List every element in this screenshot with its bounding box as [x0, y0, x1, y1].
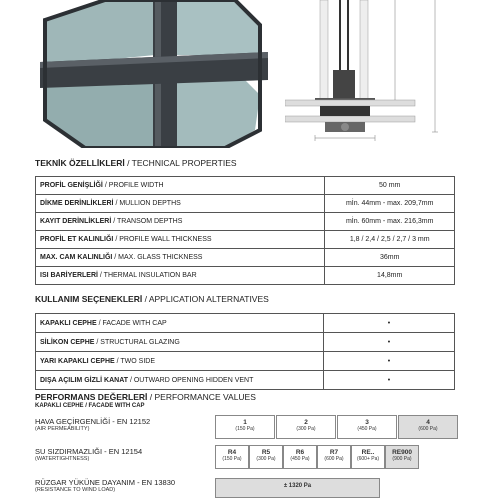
application-row-value: • [324, 371, 455, 390]
property-row-label: KAYIT DERİNLİKLERİ / TRANSOM DEPTHS [36, 213, 325, 231]
wind-load-value: ± 1320 Pa [215, 478, 380, 498]
class-box: R5 (300 Pa) [249, 445, 283, 469]
class-box: R6 (450 Pa) [283, 445, 317, 469]
property-row-value: mİn. 44mm - max. 209,7mm [325, 195, 455, 213]
watertightness-label: SU SIZDIRMAZLIĞI - EN 12154 (WATERTIGHTNESS) [35, 447, 143, 462]
application-row [36, 314, 455, 333]
technical-properties-heading: TEKNİK ÖZELLİKLERİ / TECHNICAL PROPERTIES [35, 158, 237, 168]
class-box: 2 (300 Pa) [276, 415, 336, 439]
class-box: RE900 (900 Pa) [385, 445, 419, 469]
class-box: R7 (600 Pa) [317, 445, 351, 469]
property-row [36, 213, 455, 231]
property-row-label: PROFİL ET KALINLIĞI / PROFILE WALL THICKNESS [36, 231, 325, 249]
property-row-value: 14,8mm [325, 267, 455, 285]
property-row-label: PROFİL GENİŞLİĞİ / PROFILE WIDTH [36, 177, 325, 195]
facade-render-image [35, 0, 268, 148]
profile-section-drawing [285, 0, 475, 148]
class-box: 1 (150 Pa) [215, 415, 275, 439]
application-row-label: SİLİKON CEPHE / STRUCTURAL GLAZING [36, 333, 324, 352]
technical-properties-table [35, 176, 455, 285]
property-row-value: 50 mm [325, 177, 455, 195]
application-row-value: • [324, 352, 455, 371]
application-row [36, 333, 455, 352]
class-box: 4 (600 Pa) [398, 415, 458, 439]
performance-values-heading: PERFORMANS DEĞERLERİ / PERFORMANCE VALUES [35, 392, 256, 402]
application-alternatives-heading: KULLANIM SEÇENEKLERİ / APPLICATION ALTERNATIVES [35, 294, 269, 304]
property-row-label: MAX. CAM KALINLIĞI / MAX. GLASS THICKNESS [36, 249, 325, 267]
air-permeability-label: HAVA GEÇİRGENLİĞİ - EN 12152 (AIR PERMEABILITY) [35, 417, 151, 432]
application-row-label: DIŞA AÇILIM GİZLİ KANAT / OUTWARD OPENING HIDDEN VENT [36, 371, 324, 390]
property-row-value: mİn. 60mm - max. 216,3mm [325, 213, 455, 231]
property-row-label: DİKME DERİNLİKLERİ / MULLION DEPTHS [36, 195, 325, 213]
application-row-value: • [324, 333, 455, 352]
property-row-value: 36mm [325, 249, 455, 267]
property-row-value: 1,8 / 2,4 / 2,5 / 2,7 / 3 mm [325, 231, 455, 249]
application-row-label: YARI KAPAKLI CEPHE / TWO SIDE [36, 352, 324, 371]
application-row [36, 371, 455, 390]
property-row-label: ISI BARİYERLERİ / THERMAL INSULATION BAR [36, 267, 325, 285]
property-row [36, 231, 455, 249]
class-box: 3 (450 Pa) [337, 415, 397, 439]
performance-subheading: KAPAKLI CEPHE / FACADE WITH CAP [35, 403, 145, 409]
property-row [36, 267, 455, 285]
property-row [36, 195, 455, 213]
application-alternatives-table [35, 313, 455, 390]
class-box: RE.. (600+ Pa) [351, 445, 385, 469]
property-row [36, 249, 455, 267]
application-row [36, 352, 455, 371]
application-row-value: • [324, 314, 455, 333]
application-row-label: KAPAKLI CEPHE / FACADE WITH CAP [36, 314, 324, 333]
class-box: R4 (150 Pa) [215, 445, 249, 469]
wind-load-label: RÜZGAR YÜKÜNE DAYANIM - EN 13830 (RESISTANCE TO WIND LOAD) [35, 478, 176, 493]
property-row [36, 177, 455, 195]
